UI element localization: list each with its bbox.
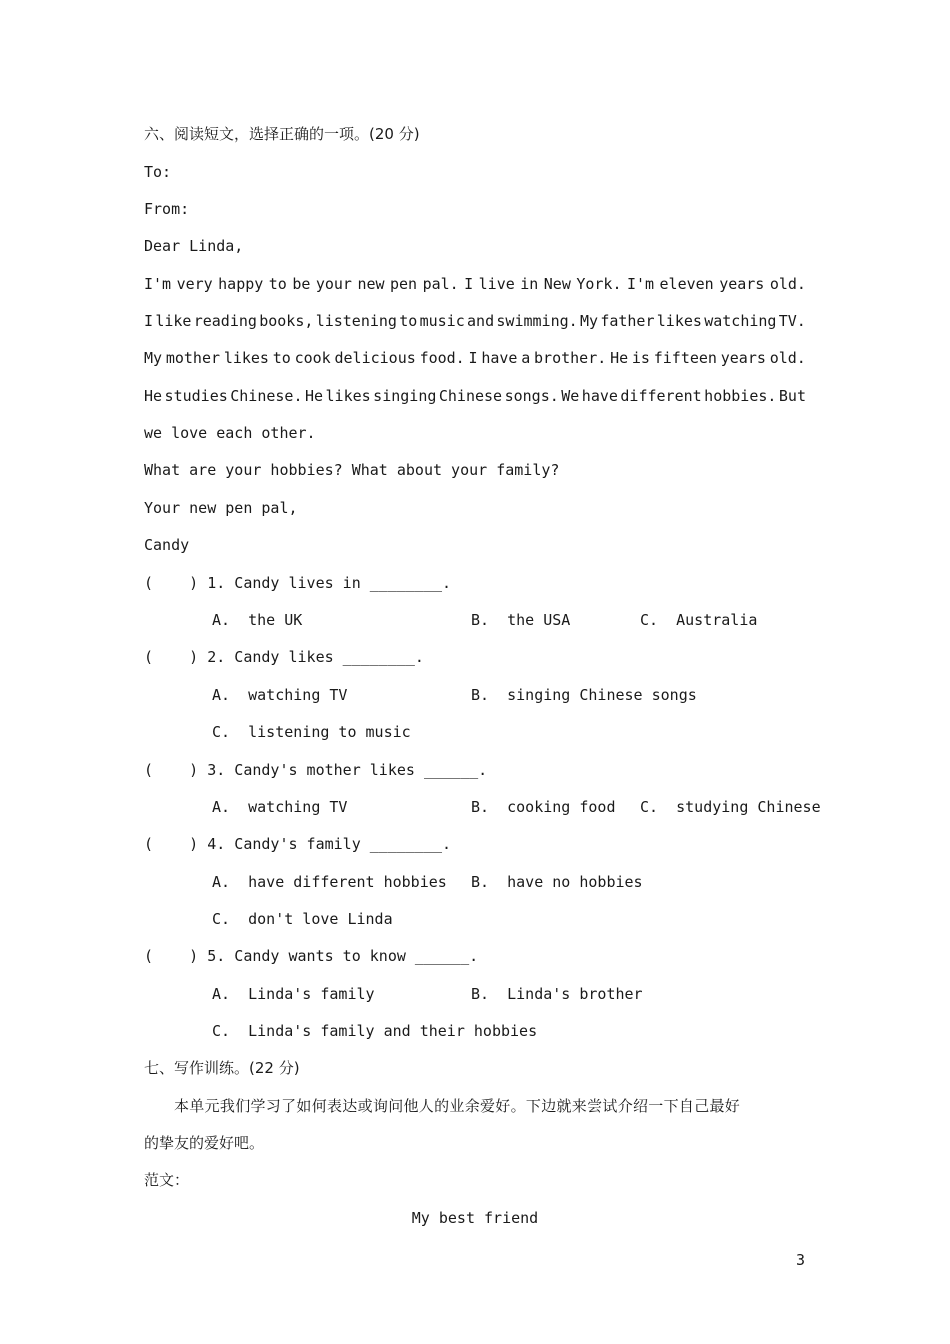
section7-heading: 七、写作训练。(22 分) [144,1059,300,1077]
letter-word: He [610,349,629,367]
option-c: C. don't love Linda [212,910,393,928]
option-a: A. watching TV [212,686,348,704]
question-stem: ( ) 4. Candy's family ________. [144,835,452,853]
letter-word: delicious [334,349,416,367]
letter-word: father [600,312,655,330]
section7-instruction: 的挚友的爱好吧。 [144,1134,265,1152]
essay-title: My best friend [411,1209,539,1227]
letter-word: New [543,275,571,293]
letter-word: Chinese [438,387,503,405]
letter-word: be [292,275,311,293]
letter-word: York. [576,275,622,293]
option-b: B. have no hobbies [471,873,643,891]
letter-word: books, [259,312,314,330]
letter-word: in [520,275,539,293]
letter-word: to [272,349,291,367]
question-stem: ( ) 2. Candy likes ________. [144,648,424,666]
section7-instruction: 本单元我们学习了如何表达或询问他人的业余爱好。下边就来尝试介绍一下自己最好 [174,1097,741,1115]
letter-word: swimming. [496,312,578,330]
letter-word: I [144,312,154,330]
letter-word: I'm [144,275,172,293]
letter-word: likes [325,387,371,405]
letter-word: a [521,349,531,367]
letter-closing: Your new pen pal, [144,499,298,517]
letter-word: I [468,349,478,367]
option-a: A. watching TV [212,798,348,816]
letter-to: To: [144,163,172,181]
question-stem: ( ) 1. Candy lives in ________. [144,574,452,592]
option-a: A. Linda's family [212,985,375,1003]
letter-body-line [144,348,806,368]
option-b: B. singing Chinese songs [471,686,697,704]
letter-from: From: [144,200,190,218]
letter-word: brother. [534,349,607,367]
letter-word: years [720,349,766,367]
letter-word: old. [769,349,806,367]
letter-word: is [631,349,650,367]
letter-word: pal. [422,275,459,293]
letter-body-line [144,311,806,331]
option-a: A. have different hobbies [212,873,447,891]
letter-word: live [478,275,515,293]
letter-signature: Candy [144,536,190,554]
letter-word: My [579,312,599,330]
letter-word: very [176,275,213,293]
option-b: B. Linda's brother [471,985,643,1003]
option-b: B. the USA [471,611,571,629]
letter-word: have [581,387,618,405]
option-c: C. Australia [640,611,758,629]
letter-word: songs. [504,387,559,405]
option-b: B. cooking food [471,798,616,816]
letter-word: pen [390,275,418,293]
letter-word: watching [704,312,777,330]
letter-word: to [268,275,287,293]
letter-word: happy [218,275,264,293]
letter-word: new [357,275,385,293]
option-c: C. studying Chinese [640,798,821,816]
option-a: A. the UK [212,611,303,629]
letter-body-line [144,386,806,406]
letter-word: like [155,312,192,330]
letter-word: old. [769,275,806,293]
letter-word: hobbies. [704,387,777,405]
sample-label: 范文： [144,1171,190,1189]
letter-word: your [315,275,352,293]
letter-word: He [144,387,163,405]
letter-word: I [464,275,474,293]
question-stem: ( ) 3. Candy's mother likes ______. [144,761,488,779]
letter-word: We [561,387,580,405]
letter-word: likes [223,349,269,367]
letter-word: to [399,312,418,330]
letter-word: I'm [626,275,655,293]
letter-word: eleven [659,275,714,293]
letter-word: studies [164,387,228,405]
section6-heading: 六、阅读短文，选择正确的一项。(20 分) [144,125,420,143]
letter-word: reading [193,312,257,330]
letter-word: My [144,349,163,367]
letter-word: have [481,349,518,367]
option-c: C. listening to music [212,723,411,741]
letter-word: Chinese. [230,387,303,405]
letter-word: food. [419,349,465,367]
option-c: C. Linda's family and their hobbies [212,1022,538,1040]
question-stem: ( ) 5. Candy wants to know ______. [144,947,479,965]
letter-word: likes [656,312,702,330]
letter-body-last: we love each other. [144,424,316,442]
letter-word: singing [373,387,437,405]
letter-word: TV. [778,312,806,330]
letter-word: different [620,387,702,405]
letter-greeting: Dear Linda, [144,237,244,255]
letter-body-line [144,274,806,294]
letter-word: mother [165,349,221,367]
letter-word: music [419,312,465,330]
letter-word: fifteen [653,349,717,367]
letter-word: But [778,387,806,405]
letter-question-line: What are your hobbies? What about your family? [144,461,560,479]
letter-word: years [719,275,765,293]
letter-word: and [467,312,495,330]
letter-word: He [304,387,324,405]
page-number: 3 [796,1251,806,1269]
letter-word: cook [294,349,331,367]
letter-word: listening [315,312,397,330]
